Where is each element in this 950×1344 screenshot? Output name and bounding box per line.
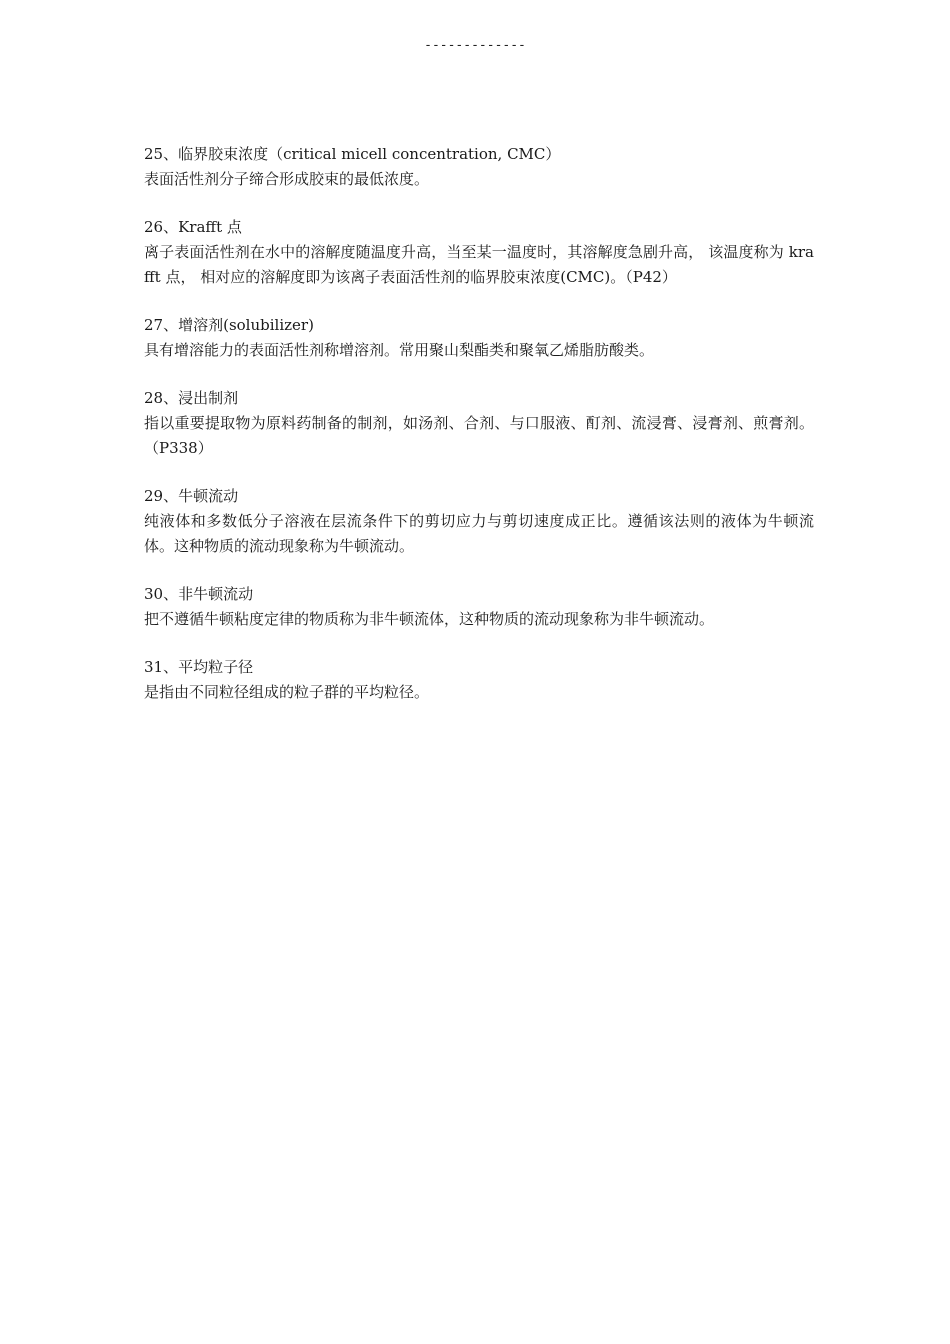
entry-body: 纯液体和多数低分子溶液在层流条件下的剪切应力与剪切速度成正比。遵循该法则的液体为牛顿流体。这种物质的流动现象称为牛顿流动。 bbox=[144, 512, 814, 555]
entry-title: 25、临界胶束浓度（critical micell concentration, CMC） bbox=[144, 145, 561, 163]
entry-29 bbox=[144, 484, 814, 559]
header-rule: ------------- bbox=[424, 38, 526, 53]
entry-body: 指以重要提取物为原料药制备的制剂，如汤剂、合剂、与口服液、酊剂、流浸膏、浸膏剂、煎膏剂。（P338） bbox=[144, 414, 814, 457]
entry-body: 是指由不同粒径组成的粒子群的平均粒径。 bbox=[144, 683, 430, 701]
entry-title: 30、非牛顿流动 bbox=[144, 585, 254, 603]
entry-title: 28、浸出制剂 bbox=[144, 389, 239, 407]
entry-27 bbox=[144, 313, 814, 363]
entry-31 bbox=[144, 655, 814, 705]
entry-title: 26、Krafft 点 bbox=[144, 218, 242, 236]
entry-title: 31、平均粒子径 bbox=[144, 658, 254, 676]
entry-body: 表面活性剂分子缔合形成胶束的最低浓度。 bbox=[144, 170, 430, 188]
entry-25 bbox=[144, 142, 814, 192]
entry-body: 离子表面活性剂在水中的溶解度随温度升高，当至某一温度时，其溶解度急剧升高， 该温度称为 krafft 点， 相对应的溶解度即为该离子表面活性剂的临界胶束浓度(CMC)。（P42） bbox=[144, 243, 814, 286]
entry-body: 把不遵循牛顿粘度定律的物质称为非牛顿流体，这种物质的流动现象称为非牛顿流动。 bbox=[144, 610, 715, 628]
entry-26 bbox=[144, 215, 814, 290]
entry-title: 27、增溶剂(solubilizer) bbox=[144, 316, 314, 334]
document-content bbox=[144, 142, 814, 728]
entry-body: 具有增溶能力的表面活性剂称增溶剂。常用聚山梨酯类和聚氧乙烯脂肪酸类。 bbox=[144, 341, 655, 359]
entry-28 bbox=[144, 386, 814, 461]
entry-title: 29、牛顿流动 bbox=[144, 487, 239, 505]
entry-30 bbox=[144, 582, 814, 632]
